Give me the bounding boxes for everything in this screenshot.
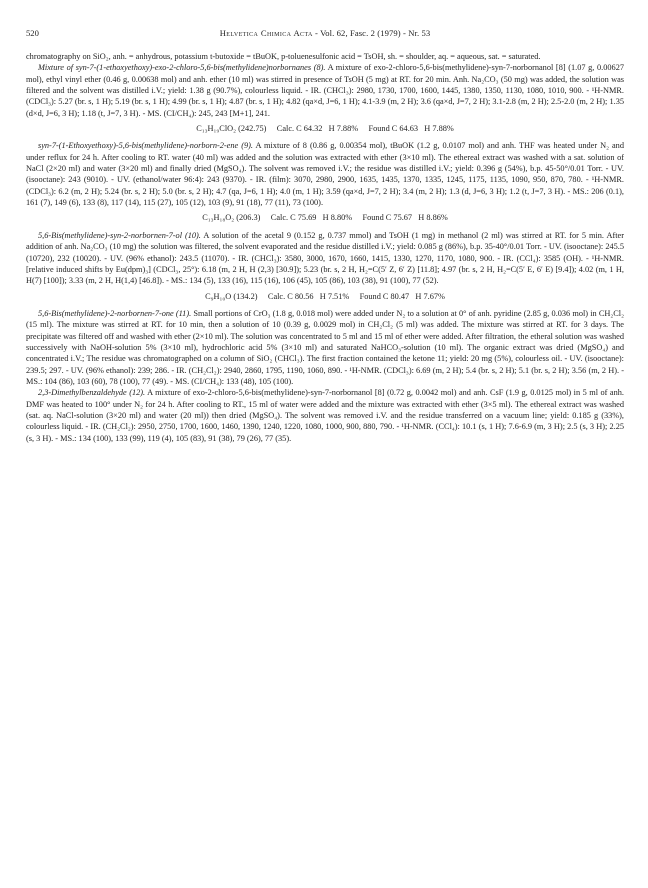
procedure-12: [26, 387, 624, 444]
procedure-body: A solution of the acetal 9 (0.152 g, 0.737 mmol) and TsOH (1 mg) in methanol (2 ml) was stirred at RT. for 5 min. After addition of anh. Na₂CO₃ (10 mg) the solution was filtered, the solvent evaporated and the residue distilled i.V.; yield: 0.085 g (86%), b.p. 35-40°/0.01 Torr. - UV. (isooctane): 245.5 (10720), 232 (10020). - UV. (96% ethanol): 243.5 (11070). - IR. (CHCl₃): 3580, 3000, 1670, 1660, 1415, 1330, 1270, 1170, 1080, 900. - IR. (CCl₄): 3585 (OH). - ¹H-NMR. [relative induced shifts by Eu(dpm)₃] (CDCl₃, 25°): 6.18 (m, 2 H, H (2,3) [30.9]); 5.23 (br. s, 2 H, H₂=C(5′ Z, 6′ Z) [11.8]; 4.97 (br. s, 2 H, H₂=C(5′ E, 6′ E) [9.4]); 4.02 (m, 1 H, H(7) [100]); 3.33 (m, 2 H, H(1,4) [46.8]). - MS.: 134 (5), 133 (16), 115 (16), 106 (45), 105 (86), 103 (38), 91 (100), 77 (52).: [26, 230, 624, 286]
journal-page: [26, 28, 624, 444]
procedure-8: [26, 62, 624, 119]
elemental-analysis-10: C₉H₁₀O (134.2) Calc. C 80.56 H 7.51% Found C 80.47 H 7.67%: [205, 291, 445, 301]
procedure-title: syn-7-(1-Ethoxyethoxy)-5,6-bis(methylidene)-norborn-2-ene (9).: [38, 141, 253, 151]
running-header: [26, 28, 624, 42]
procedure-title: 2,3-Dimethylbenzaldehyde (12).: [38, 388, 146, 398]
issue-info: - Vol. 62, Fasc. 2 (1979) - Nr. 53: [312, 28, 431, 38]
procedure-body: A mixture of exo-2-chloro-5,6-bis(methylidene)-syn-7-norbornanol [8] (0.72 g, 0.0042 mol) and anh. CsF (1.9 g, 0.0125 mol) in 5 ml of anh. DMF was heated to 100° under N₂ for 24 h. After cooling to RT., 15 ml of water were added and the mixture was extracted with ether (3×5 ml). The ethereal extract was washed (sat. aq. NaCl-solution (3×20 ml) and water (20 ml)) then dried (MgSO₄). The solvent was removed i.V. and the residue transferred on a vacuum line; yield: 0.185 g (33%), colourless liquid. - IR. (CH₂Cl₂): 2950, 2750, 1700, 1600, 1460, 1390, 1240, 1220, 1080, 1000, 900, 880, 790. - ¹H-NMR. (CCl₄): 10.1 (s, 1 H); 7.6-6.9 (m, 3 H); 2.5 (s, 3 H); 2.25 (s, 3 H). - MS.: 134 (100), 133 (99), 119 (4), 105 (83), 91 (38), 79 (26), 77 (35).: [26, 388, 624, 443]
procedure-11: [26, 308, 624, 387]
procedure-title: 5,6-Bis(methylidene)-2-norbornen-7-one (11).: [38, 308, 192, 318]
elemental-analysis-8: C₁₃H₁₉ClO₂ (242.75) Calc. C 64.32 H 7.88% Found C 64.63 H 7.88%: [196, 124, 454, 134]
journal-name: Helvetica Chimica Acta: [219, 28, 313, 38]
procedure-9: [26, 140, 624, 208]
procedure-body: A mixture of exo-2-chloro-5,6-bis(methylidene)-syn-7-norbornanol [8] (1.07 g, 0.00627 mol), ethyl vinyl ether (0.46 g, 0.00638 mol) and anh. ether (10 ml) was stirred in presence of TsOH (5 mg) at RT. for 20 min. Anh. Na₂CO₃ (50 mg) was added, the solution was filtered and the solvent was distilled i.V.; yield: 1.38 g (90.7%), colourless liquid. - IR. (CHCl₃): 2980, 1730, 1700, 1600, 1445, 1380, 1350, 1130, 1080, 1010, 900. - ¹H-NMR. (CDCl₃): 5.27 (br. s, 1 H); 5.19 (br. s, 1 H); 4.99 (br. s, 1 H); 4.87 (br. s, 1 H); 4.82 (qa×d, J=6, 1 H); 4.1-3.9 (m, 2 H); 3.6 (qa×d, J=7, 2 H); 3.1-2.8 (m, 2 H); 2.5-2.0 (m, 2 H); 1.35 (d×d, J=6, 3 H); 1.18 (t, J=7, 3 H). - MS. (CI/CH₄): 245, 243 [M+1], 241.: [26, 63, 624, 118]
elemental-analysis-9: C₁₃H₁₈O₂ (206.3) Calc. C 75.69 H 8.80% Found C 75.67 H 8.86%: [202, 213, 448, 223]
abbreviation-paragraph: chromatography on SiO₂, anh. = anhydrous, potassium t-butoxide = tBuOK, p-toluenesulfonic acid = TsOH, sh. = shoulder, aq. = aqueous, sat. = saturated.: [26, 52, 541, 61]
page-number: 520: [26, 28, 39, 38]
procedure-title: 5,6-Bis(methylidene)-syn-2-norbornen-7-ol (10).: [38, 230, 201, 240]
procedure-title: Mixture of syn-7-(1-ethoxyethoxy)-exo-2-chloro-5,6-bis(methylidene)norbornanes (8).: [38, 63, 326, 73]
procedure-body: Small portions of CrO₃ (1.8 g, 0.018 mol) were added under N₂ to a solution at 0° of anh. pyridine (2.85 g, 0.036 mol) in CH₂Cl₂ (15 ml). The mixture was stirred at RT. for 10 min, then a solution of 10 (0.39 g, 0.0029 mol) in CH₂Cl₂ (5 ml) was added. The mixture was stirred at RT. for 3 days. The precipitate was filtered off and washed with ether (2×10 ml). The solution was concentrated to 5 ml and 15 ml of ether were added. After filtration, the etheral solution was washed successively with NaOH-solution 5% (3×10 ml), hydrochloric acid 5% (3×10 ml) and saturated NaHCO₃-solution (10 ml). The organic extract was dried (MgSO₄) and concentrated i.V.; The residue was chromatographed on a column of SiO₂ (CHCl₃). The first fraction contained the ketone 11; yield: 20 mg (5%), colourless oil. - UV. (isooctane): 239.5; 297. - UV. (96% ethanol): 239; 286. - IR. (CH₂Cl₂): 2940, 2860, 1795, 1190, 1060, 890. - ¹H-NMR. (CDCl₃): 6.69 (m, 2 H); 5.4 (br. s, 2 H); 5.1 (br. s, 2 H); 3.56 (m, 2 H). - MS.: 104 (86), 103 (60), 78 (100), 77 (49). - MS. (CI/CH₄): 133 (48), 105 (100).: [26, 308, 624, 386]
procedure-body: A mixture of 8 (0.86 g, 0.00354 mol), tBuOK (1.2 g, 0.0107 mol) and anh. THF was heated under N₂ and under reflux for 24 h. After cooling to RT. water (40 ml) was added and the solution was extracted with ether (3×10 ml). The ethereal extract was washed with a sat. solution of NaCl (2×20 ml) and water (3×20 ml) and finally dried (MgSO₄). The solvent was removed i.V.; the residue was distilled i.V.; yield: 0.396 g (54%), b.p. 45-50°/0.01 Torr. - UV. (isooctane): 243 (9010). - UV. (ethanol/water 96:4): 243 (9370). - IR. (film): 3070, 2980, 2900, 1635, 1435, 1370, 1335, 1245, 1175, 1135, 1090, 950, 870, 780. - ¹H-NMR. (CDCl₃): 6.2 (m, 2 H); 5.24 (br. s, 2 H); 5.0 (br. s, 2 H); 4.7 (qa, J=6, 1 H); 4.0 (m, 1 H); 3.59 (qa×d, J=7, 2 H); 3.4 (m, 2 H); 1.3 (d, J=6, 3 H); 1.2 (t, J=7, 3 H). - MS.: 206 (0.1), 161 (7), 149 (6), 133 (8), 117 (14), 115 (27), 105 (12), 103 (9), 91 (18), 77 (11), 73 (100).: [26, 141, 624, 208]
procedure-10: [26, 230, 624, 287]
journal-title-line: [66, 28, 584, 39]
